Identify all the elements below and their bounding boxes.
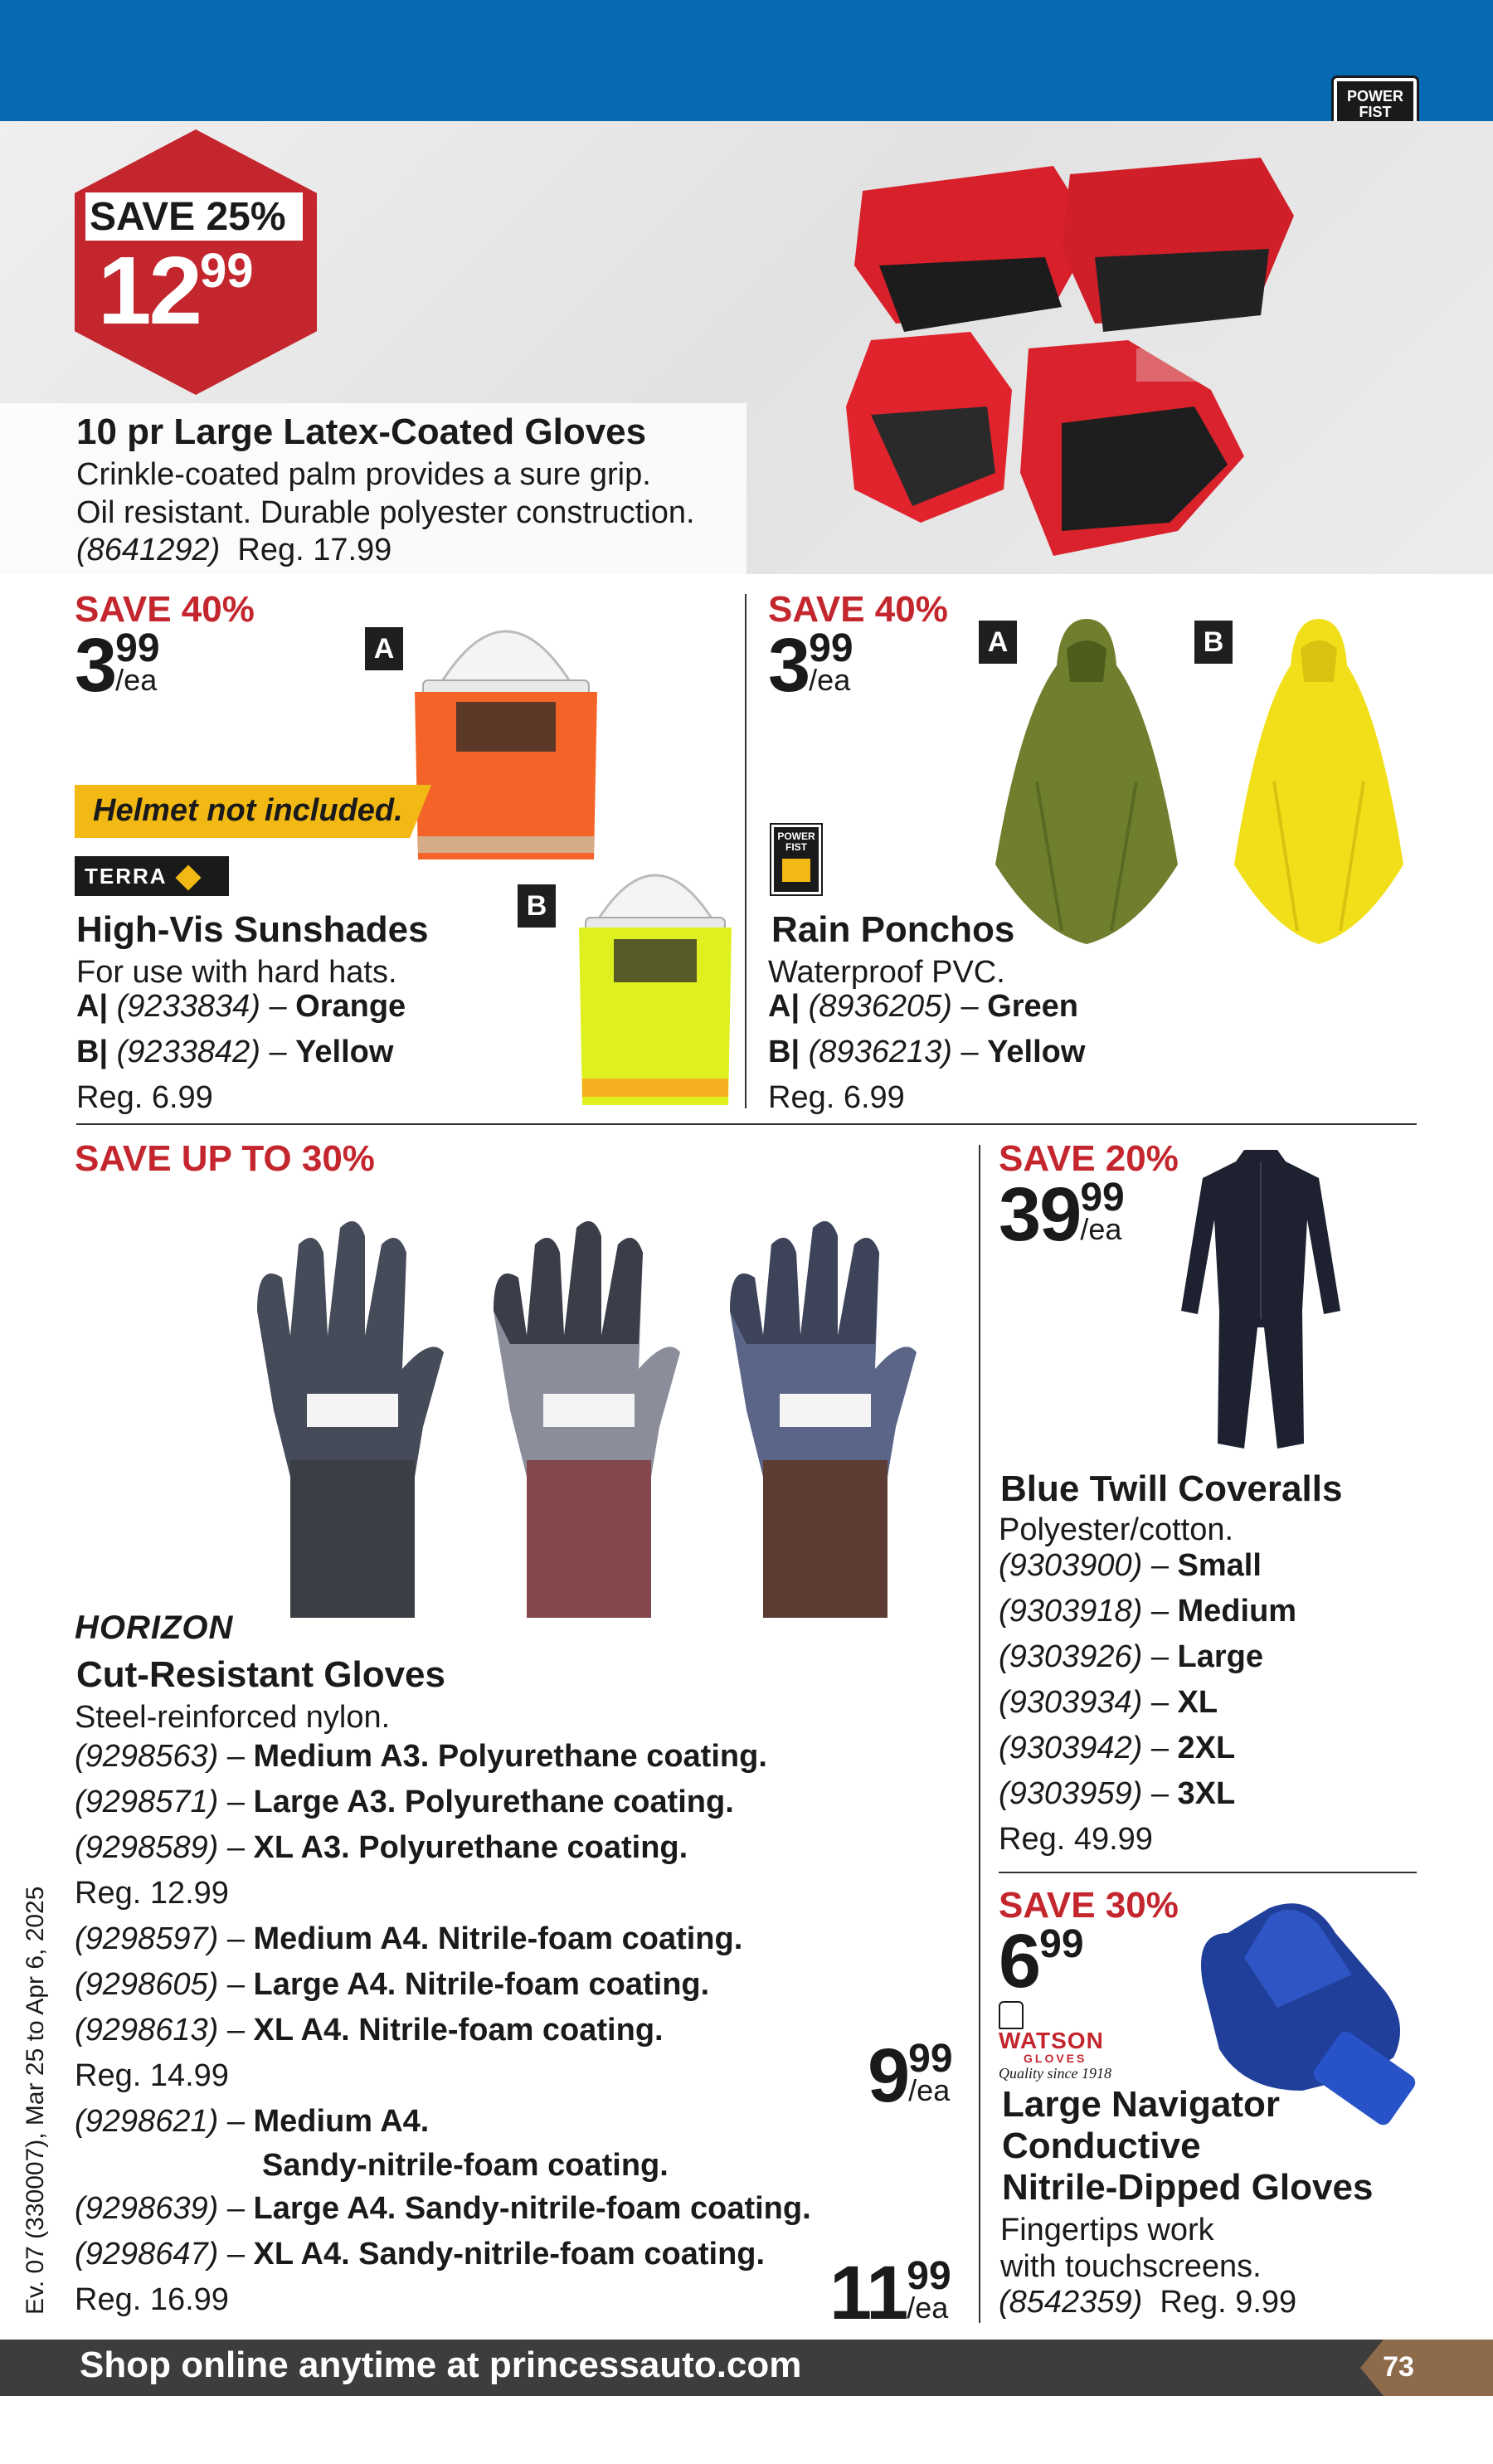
ponchos-option-a-dash: – [960, 989, 979, 1024]
hero-price-dollars: 12 [98, 236, 201, 344]
sunshades-option-a-label: Orange [295, 989, 406, 1024]
watson-logo [999, 2001, 1115, 2082]
cut-gloves-label-cont: Sandy-nitrile-foam coating. [262, 2148, 669, 2183]
cut-gloves-dash: – [226, 1739, 245, 1774]
ponchos-option-b-dash: – [960, 1035, 979, 1069]
navigator-title-1: Large Navigator [1002, 2084, 1280, 2125]
cut-gloves-dash: – [226, 2104, 245, 2139]
cut-gloves-row [75, 2277, 811, 2323]
navigator-desc-2: with touchscreens. [1000, 2249, 1262, 2284]
coveralls-sku: (9303934) [999, 1685, 1143, 1720]
fist-icon-small [781, 857, 812, 884]
cut-gloves-sku: (9298589) [75, 1830, 219, 1865]
navigator-desc-1: Fingertips work [1000, 2213, 1214, 2247]
yellow-sunshade-image [572, 838, 738, 1112]
ponchos-option-b-sku: (8936213) [808, 1035, 952, 1069]
cut-gloves-price-2-dollars: 11 [829, 2251, 907, 2335]
coveralls-label: Small [1177, 1548, 1262, 1583]
cut-gloves-save: SAVE UP TO 30% [75, 1138, 375, 1179]
cut-gloves-rows [75, 1734, 811, 2323]
divider-vertical-2 [979, 1145, 980, 2323]
coveralls-dash: – [1150, 1639, 1169, 1674]
coveralls-dash: – [1150, 1594, 1169, 1629]
latex-gloves-image [780, 141, 1443, 572]
cut-gloves-price-2-unit: /ea [907, 2291, 949, 2325]
footer-shop-link[interactable]: Shop online anytime at princessauto.com [80, 2345, 802, 2385]
cut-gloves-row [75, 2099, 811, 2145]
ponchos-price-dollars: 3 [768, 623, 810, 708]
power-fist-logo-text-1: POWER [1346, 88, 1403, 105]
ponchos-title: Rain Ponchos [771, 909, 1015, 950]
divider-horizontal-1 [76, 1123, 1417, 1125]
horizon-logo: HORIZON [75, 1609, 234, 1646]
cut-gloves-price-1-dollars: 9 [868, 2033, 909, 2118]
cut-gloves-price-1-cents: 99 [908, 2037, 953, 2081]
cut-gloves-reg: Reg. 16.99 [75, 2282, 229, 2317]
helmet-note-text: Helmet not included. [93, 793, 403, 828]
ponchos-save: SAVE 40% [768, 589, 948, 630]
navigator-price [999, 1919, 1084, 2004]
coveralls-price-cents: 99 [1080, 1176, 1125, 1220]
navigator-price-dollars: 6 [999, 1919, 1040, 2004]
watson-logo-tagline: Quality since 1918 [999, 2065, 1111, 2082]
cut-gloves-label: Medium A4. Nitrile-foam coating. [253, 1921, 743, 1956]
power-fist-small-logo-text-1: POWER [777, 830, 815, 842]
divider-horizontal-2 [999, 1872, 1417, 1873]
coveralls-label: Medium [1177, 1594, 1297, 1629]
ponchos-option-b [768, 1030, 1085, 1075]
sunshades-option-b-label: Yellow [295, 1035, 394, 1069]
cut-gloves-reg: Reg. 14.99 [75, 2058, 229, 2093]
cut-gloves-price-1-unit: /ea [908, 2073, 951, 2107]
sunshades-option-a [76, 984, 406, 1030]
cut-gloves-row [75, 1734, 811, 1780]
cut-gloves-dash: – [226, 1921, 245, 1956]
cut-gloves-label: XL A3. Polyurethane coating. [253, 1830, 688, 1865]
sunshades-option-a-letter: A| [76, 989, 109, 1024]
sunshades-unit: /ea [115, 663, 158, 697]
cut-gloves-label: Medium A4. [253, 2104, 430, 2139]
coveralls-row [999, 1680, 1296, 1726]
hero-reg: Reg. 17.99 [237, 533, 392, 567]
terra-logo-text: TERRA [85, 864, 167, 889]
hero-price [98, 236, 254, 344]
coveralls-row [999, 1634, 1296, 1680]
cut-gloves-label: Large A3. Polyurethane coating. [253, 1785, 734, 1819]
ponchos-badge-b: B [1194, 621, 1233, 664]
sunshades-option-b [76, 1030, 393, 1075]
hero-title: 10 pr Large Latex-Coated Gloves [76, 411, 647, 452]
yellow-poncho-image [1228, 616, 1410, 947]
green-poncho-image [987, 616, 1186, 947]
cut-gloves-image [224, 1211, 929, 1626]
coveralls-sku: (9303900) [999, 1548, 1143, 1583]
sunshades-price-cents: 99 [115, 626, 160, 670]
cut-gloves-row [75, 1825, 811, 1871]
ponchos-unit: /ea [809, 663, 851, 697]
cut-gloves-label: Medium A3. Polyurethane coating. [253, 1739, 767, 1774]
power-fist-logo-text-2: FIST [1359, 104, 1392, 120]
terra-diamond-icon [175, 865, 201, 891]
hero-price-cents: 99 [200, 244, 254, 298]
cut-gloves-row [75, 1871, 811, 1916]
cut-gloves-dash: – [226, 2191, 245, 2226]
cut-gloves-row [75, 2008, 811, 2053]
coveralls-row [999, 1589, 1296, 1634]
watson-logo-name: WATSON [999, 2028, 1104, 2053]
cut-gloves-label: Large A4. Sandy-nitrile-foam coating. [253, 2191, 811, 2226]
cut-gloves-row [75, 1916, 811, 1962]
ponchos-option-a-letter: A| [768, 989, 800, 1024]
sunshades-price-dollars: 3 [75, 623, 116, 708]
hero-sku-line [76, 528, 391, 573]
coveralls-save: SAVE 20% [999, 1138, 1179, 1179]
coveralls-rows [999, 1543, 1296, 1817]
sunshades-badge-a: A [365, 627, 403, 670]
hero-save-text: SAVE 25% [90, 195, 286, 239]
coveralls-row [999, 1543, 1296, 1589]
cut-gloves-row [75, 2186, 811, 2232]
sunshades-option-a-dash: – [269, 989, 287, 1024]
coveralls-title: Blue Twill Coveralls [1000, 1468, 1343, 1509]
power-fist-small-logo [771, 825, 821, 894]
ponchos-reg: Reg. 6.99 [768, 1080, 905, 1115]
cut-gloves-sku: (9298605) [75, 1967, 219, 2002]
cut-gloves-price-2-cents: 99 [907, 2254, 951, 2298]
coveralls-label: XL [1177, 1685, 1218, 1720]
cut-gloves-dash: – [226, 1830, 245, 1865]
coveralls-row [999, 1726, 1296, 1771]
ponchos-option-a-label: Green [987, 989, 1078, 1024]
cut-gloves-label: Large A4. Nitrile-foam coating. [253, 1967, 710, 2002]
coveralls-sku: (9303926) [999, 1639, 1143, 1674]
cut-gloves-sku: (9298621) [75, 2104, 219, 2139]
sunshades-title: High-Vis Sunshades [76, 909, 429, 950]
cut-gloves-sku: (9298571) [75, 1785, 219, 1819]
hero-sku: (8641292) [76, 533, 221, 567]
hand-icon [999, 2001, 1024, 2029]
sunshades-option-b-letter: B| [76, 1035, 109, 1069]
page-number: 73 [1383, 2351, 1414, 2383]
cut-gloves-sku: (9298639) [75, 2191, 219, 2226]
coveralls-dash: – [1150, 1731, 1169, 1765]
coveralls-sku: (9303918) [999, 1594, 1143, 1629]
cut-gloves-sku: (9298647) [75, 2237, 219, 2272]
coveralls-sku: (9303942) [999, 1731, 1143, 1765]
sunshades-save: SAVE 40% [75, 589, 255, 630]
sunshades-price [75, 623, 160, 708]
coveralls-reg: Reg. 49.99 [999, 1822, 1153, 1857]
ponchos-badge-a: A [979, 621, 1017, 664]
hero-desc-2: Oil resistant. Durable polyester construction. [76, 495, 695, 530]
coveralls-label: 2XL [1177, 1731, 1236, 1765]
navigator-title-2: Conductive [1002, 2126, 1201, 2166]
cut-gloves-dash: – [226, 1785, 245, 1819]
cut-gloves-sku: (9298597) [75, 1921, 219, 1956]
sunshades-badge-b: B [518, 884, 556, 928]
coveralls-label: 3XL [1177, 1776, 1236, 1811]
cut-gloves-sku: (9298613) [75, 2013, 219, 2048]
ponchos-option-a [768, 984, 1078, 1030]
coveralls-dash: – [1150, 1548, 1169, 1583]
divider-vertical-1 [745, 594, 746, 1108]
navigator-sku-line [999, 2280, 1296, 2325]
edition-text: Ev. 07 (330007), Mar 25 to Apr 6, 2025 [22, 1886, 49, 2315]
coveralls-desc: Polyester/cotton. [999, 1512, 1234, 1547]
cut-gloves-sku: (9298563) [75, 1739, 219, 1774]
coveralls-unit: /ea [1080, 1212, 1122, 1246]
coveralls-image [1178, 1145, 1344, 1460]
ponchos-option-b-label: Yellow [987, 1035, 1086, 1069]
coveralls-sku: (9303959) [999, 1776, 1143, 1811]
sunshades-desc: For use with hard hats. [76, 955, 397, 990]
cut-gloves-label: XL A4. Nitrile-foam coating. [253, 2013, 664, 2048]
cut-gloves-row [75, 2053, 811, 2099]
watson-logo-sub: GLOVES [1024, 2052, 1087, 2065]
cut-gloves-title: Cut-Resistant Gloves [76, 1654, 445, 1695]
cut-gloves-label: XL A4. Sandy-nitrile-foam coating. [253, 2237, 766, 2272]
ponchos-price-cents: 99 [809, 626, 853, 670]
ponchos-desc: Waterproof PVC. [768, 955, 1005, 990]
power-fist-small-logo-text-2: FIST [785, 841, 807, 853]
cut-gloves-row [75, 1780, 811, 1825]
cut-gloves-price-1 [868, 2033, 953, 2118]
ponchos-option-b-letter: B| [768, 1035, 800, 1069]
cut-gloves-dash: – [226, 2237, 245, 2272]
sunshades-option-a-sku: (9233834) [116, 989, 260, 1024]
navigator-sku: (8542359) [999, 2285, 1143, 2320]
ponchos-price [768, 623, 853, 708]
coveralls-label: Large [1177, 1639, 1263, 1674]
hero-desc-1: Crinkle-coated palm provides a sure grip. [76, 457, 651, 492]
cut-gloves-dash: – [226, 2013, 245, 2048]
navigator-reg: Reg. 9.99 [1160, 2285, 1297, 2320]
sunshades-reg: Reg. 6.99 [76, 1080, 213, 1115]
navigator-title-3: Nitrile-Dipped Gloves [1002, 2167, 1374, 2208]
terra-logo [75, 856, 229, 896]
cut-gloves-row [75, 1962, 811, 2008]
ponchos-option-a-sku: (8936205) [808, 989, 952, 1024]
navigator-save: SAVE 30% [999, 1885, 1179, 1926]
cut-gloves-row [75, 2232, 811, 2277]
coveralls-price [999, 1172, 1125, 1257]
coveralls-row [999, 1771, 1296, 1817]
sunshades-option-b-dash: – [269, 1035, 287, 1069]
sunshades-option-b-sku: (9233842) [116, 1035, 260, 1069]
orange-sunshade-image [406, 594, 605, 868]
coveralls-price-dollars: 39 [999, 1172, 1081, 1257]
navigator-price-cents: 99 [1039, 1922, 1084, 1966]
cut-gloves-row [75, 2145, 811, 2186]
cut-gloves-desc: Steel-reinforced nylon. [75, 1700, 391, 1735]
coveralls-dash: – [1150, 1685, 1169, 1720]
cut-gloves-price-2 [829, 2251, 951, 2335]
cut-gloves-reg: Reg. 12.99 [75, 1876, 229, 1911]
top-bar [0, 0, 1493, 121]
cut-gloves-dash: – [226, 1967, 245, 2002]
coveralls-dash: – [1150, 1776, 1169, 1811]
